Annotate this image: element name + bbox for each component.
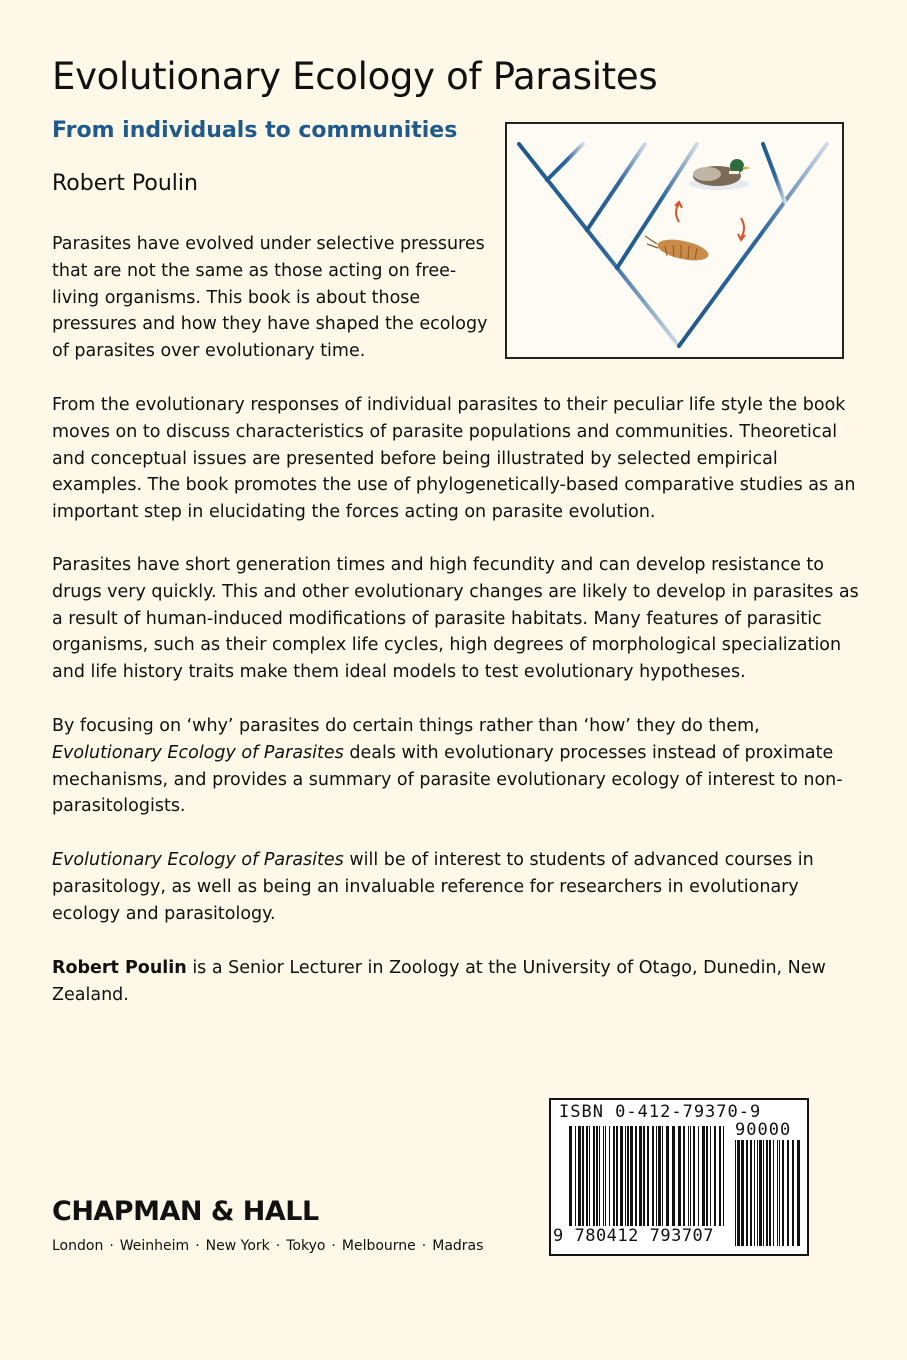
barcode-bar bbox=[672, 1126, 675, 1226]
barcode-bar bbox=[582, 1126, 584, 1226]
barcode-bar bbox=[690, 1126, 691, 1226]
barcode-bar bbox=[596, 1126, 598, 1226]
barcode-bar bbox=[735, 1140, 736, 1246]
life-cycle-arrow-icon bbox=[675, 202, 745, 240]
barcode-bar bbox=[575, 1126, 576, 1226]
barcode-bar bbox=[698, 1126, 699, 1226]
barcode-bar bbox=[616, 1126, 618, 1226]
city-name: Tokyo bbox=[286, 1238, 326, 1254]
barcode-bar bbox=[625, 1126, 626, 1226]
barcode-bar bbox=[599, 1126, 600, 1226]
barcode-bar bbox=[769, 1140, 771, 1246]
barcode-bar bbox=[737, 1140, 740, 1246]
barcode-bar bbox=[605, 1126, 606, 1226]
barcode-bar bbox=[787, 1140, 789, 1246]
author-name: Robert Poulin bbox=[52, 171, 198, 196]
city-name: London bbox=[52, 1238, 104, 1254]
barcode-bar bbox=[635, 1126, 637, 1226]
barcode-bar bbox=[666, 1126, 669, 1226]
barcode-bar bbox=[627, 1126, 629, 1226]
isbn-number: ISBN 0-412-79370-9 bbox=[559, 1102, 762, 1122]
description-paragraph-3 bbox=[52, 713, 872, 820]
city-separator: · bbox=[331, 1238, 336, 1254]
barcode-bar bbox=[613, 1126, 615, 1226]
author-bio-paragraph bbox=[52, 955, 872, 1009]
description-paragraph-4 bbox=[52, 847, 872, 927]
barcode-bar bbox=[782, 1140, 784, 1246]
barcode-bar bbox=[662, 1126, 663, 1226]
barcode-bar bbox=[723, 1126, 724, 1226]
description-paragraph-1: From the evolutionary responses of individual parasites to their peculiar life style the book moves on to discuss characteristics of parasite populations and communities. Theoretical and conceptual issues are presented before being illustrated by selected empirical examples. The book promotes the use of phylogenetically-based comparative studies as an important step in elucidating the forces acting on parasite evolution. bbox=[52, 395, 856, 523]
barcode-bar bbox=[589, 1126, 590, 1226]
city-separator: · bbox=[421, 1238, 427, 1254]
barcode-bar bbox=[766, 1140, 768, 1246]
ean-number: 9 780412 793707 bbox=[553, 1226, 715, 1246]
paragraph-3-text-start: By focusing on ‘why’ parasites do certain things rather than ‘how’ they do them, bbox=[52, 716, 760, 736]
city-name: New York bbox=[205, 1238, 270, 1254]
author-bio-name: Robert Poulin bbox=[52, 958, 187, 978]
barcode-bar bbox=[603, 1126, 604, 1226]
publisher-cities bbox=[52, 1238, 483, 1254]
barcode-bar bbox=[702, 1126, 705, 1226]
barcode-bar bbox=[569, 1126, 572, 1226]
phylogeny-illustration bbox=[505, 122, 844, 359]
city-name: Weinheim bbox=[119, 1238, 190, 1254]
barcode-bar bbox=[757, 1140, 758, 1246]
barcode-bar bbox=[773, 1140, 774, 1246]
phylogeny-tree-graphic bbox=[507, 124, 842, 357]
barcode-bar bbox=[710, 1126, 711, 1226]
city-name: Melbourne bbox=[341, 1238, 416, 1254]
parasite-larva-icon bbox=[645, 236, 710, 264]
barcode-bar bbox=[586, 1126, 588, 1226]
barcode-bar bbox=[688, 1126, 689, 1226]
author-bio-text: is a Senior Lecturer in Zoology at the University of Otago, Dunedin, New Zealand. bbox=[52, 958, 826, 1005]
barcode-bar bbox=[593, 1126, 595, 1226]
barcode-bar bbox=[719, 1126, 721, 1226]
description-paragraph-2: Parasites have short generation times and high fecundity and can develop resistance to drugs very quickly. This and other evolutionary changes are likely to develop in parasites as a result of human-induced modifications of parasite habitats. Many features of parasitic organisms, such as their complex life cycles, high degrees of morphological specialization and life history traits make them ideal models to test evolutionary hypotheses. bbox=[52, 555, 859, 683]
barcode-bar bbox=[763, 1140, 764, 1246]
paragraph-3-book-title: Evolutionary Ecology of Parasites bbox=[52, 742, 344, 763]
barcode-bar bbox=[759, 1140, 762, 1246]
barcode-bar bbox=[630, 1126, 633, 1226]
barcode-bar bbox=[643, 1126, 645, 1226]
barcode-bar bbox=[678, 1126, 681, 1226]
barcode-bar bbox=[609, 1126, 610, 1226]
book-title: Evolutionary Ecology of Parasites bbox=[52, 55, 658, 98]
duck-icon bbox=[689, 159, 751, 190]
barcode-bar bbox=[777, 1140, 778, 1246]
paragraph-4-book-title: Evolutionary Ecology of Parasites bbox=[52, 850, 344, 870]
barcode-bar bbox=[658, 1126, 661, 1226]
paragraph-4-text-end: will be of interest to students of advanced courses in parasitology, as well as being an invaluable reference for researchers in evolutionary ecology and parasitology. bbox=[52, 850, 814, 924]
barcode-bar bbox=[741, 1140, 744, 1246]
barcode-bar bbox=[750, 1140, 752, 1246]
barcode-bar bbox=[779, 1140, 780, 1246]
barcode-bar bbox=[746, 1140, 748, 1246]
barcode-price-code: 90000 bbox=[735, 1120, 792, 1140]
intro-paragraph: Parasites have evolved under selective pressures that are not the same as those acting on free-living organisms. This book is about those pressures and how they have shaped the ecology of parasites over evolutionary time. bbox=[52, 234, 488, 362]
isbn-barcode bbox=[549, 1098, 809, 1256]
barcode-bar bbox=[792, 1140, 794, 1246]
barcode-bar bbox=[578, 1126, 581, 1226]
barcode-bar bbox=[656, 1126, 657, 1226]
paragraph-3-text-end: deals with evolutionary processes instead of proximate mechanisms, and provides a summary of parasite evolutionary ecology of interest to non-parasitologists. bbox=[52, 742, 843, 817]
barcode-bar bbox=[647, 1126, 649, 1226]
barcode-bar bbox=[754, 1140, 755, 1246]
barcode-bars-addon bbox=[735, 1140, 801, 1246]
barcode-bar bbox=[714, 1126, 716, 1226]
book-subtitle: From individuals to communities bbox=[52, 118, 458, 143]
city-separator: · bbox=[275, 1238, 281, 1254]
barcode-bar bbox=[620, 1126, 623, 1226]
barcode-bars-main bbox=[569, 1126, 729, 1226]
barcode-bar bbox=[639, 1126, 642, 1226]
publisher-name: CHAPMAN & HALL bbox=[52, 1196, 319, 1227]
barcode-bar bbox=[797, 1140, 800, 1246]
barcode-bar bbox=[652, 1126, 654, 1226]
barcode-bar bbox=[693, 1126, 695, 1226]
city-separator: · bbox=[195, 1238, 200, 1254]
city-name: Madras bbox=[432, 1238, 484, 1254]
barcode-bar bbox=[683, 1126, 685, 1226]
barcode-bar bbox=[706, 1126, 708, 1226]
city-separator: · bbox=[109, 1238, 114, 1254]
